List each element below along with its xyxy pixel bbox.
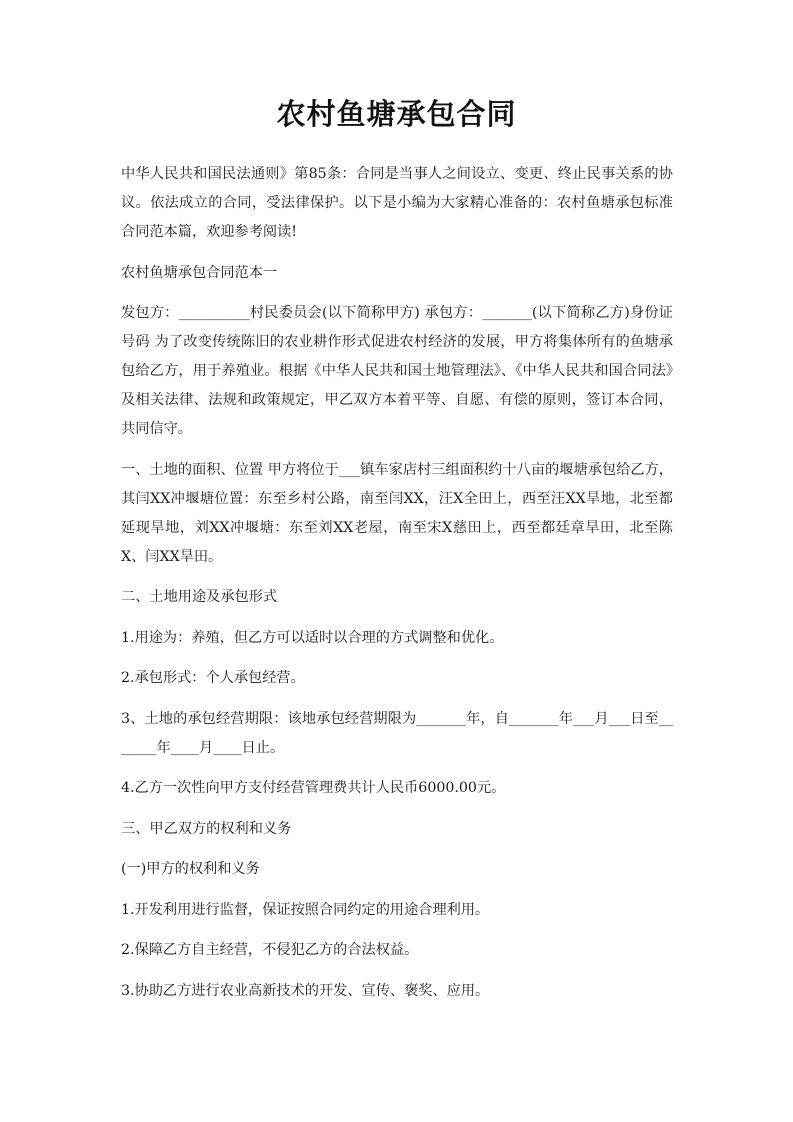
party-a-item-3: 3.协助乙方进行农业高新技术的开发、宣传、褒奖、应用。 bbox=[121, 982, 490, 999]
party-a-item-2: 2.保障乙方自主经营，不侵犯乙方的合法权益。 bbox=[121, 942, 419, 958]
clause-item-fee: 4.乙方一次性向甲方支付经营管理费共计人民币6000.00元。 bbox=[121, 780, 506, 796]
clause-item-term: 3、土地的承包经营期限：该地承包经营期限为_______年，自_______年___月___日至_______年____月____日止。 bbox=[121, 710, 673, 756]
section-heading-template-one: 农村鱼塘承包合同范本一 bbox=[121, 264, 278, 281]
party-a-item-1: 1.开发利用进行监督，保证按照合同约定的用途合理利用。 bbox=[121, 901, 490, 918]
clause-item-contract-form: 2.承包形式：个人承包经营。 bbox=[121, 670, 305, 686]
subheading-party-a: (一)甲方的权利和义务 bbox=[121, 861, 260, 877]
clause-land-area-location: 一、土地的面积、位置 甲方将位于___镇车家店村三组面积约十八亩的堰塘承包给乙方，其闫XX冲堰塘位置：东至乡村公路，南至闫XX，汪X全田上，西至汪XX旱地，北至都延现旱地，刘XX冲堰塘：东至刘XX老屋，南至宋X慈田上，西至都廷章旱田，北至陈X、闫XX旱田。 bbox=[121, 461, 673, 565]
intro-paragraph: 中华人民共和国民法通则》第85条：合同是当事人之间设立、变更、终止民事关系的协议。依法成立的合同，受法律保护。以下是小编为大家精心准备的：农村鱼塘承包标准合同范本篇，欢迎参考阅读! bbox=[121, 166, 673, 240]
clause-item-use: 1.用途为：养殖，但乙方可以适时以合理的方式调整和优化。 bbox=[121, 629, 504, 646]
clause-heading-rights-duties: 三、甲乙双方的权利和义务 bbox=[121, 820, 292, 837]
document-title: 农村鱼塘承包合同 bbox=[276, 97, 517, 131]
parties-paragraph: 发包方：__________村民委员会(以下简称甲方) 承包方：_______(以下简称乙方)身份证号码 为了改变传统陈旧的农业耕作形式促进农村经济的发展，甲方将集体所有的鱼塘承包给乙方，用于养殖业。根据《中华人民共和国土地管理法》、《中华人民共和国合同法》及相关法律、法规和政策规定，甲乙双方本着平等、自愿、有偿的原则，签订本合同，共同信守。 bbox=[121, 305, 673, 437]
clause-heading-land-use: 二、土地用途及承包形式 bbox=[121, 589, 278, 605]
document-body bbox=[121, 160, 673, 1017]
